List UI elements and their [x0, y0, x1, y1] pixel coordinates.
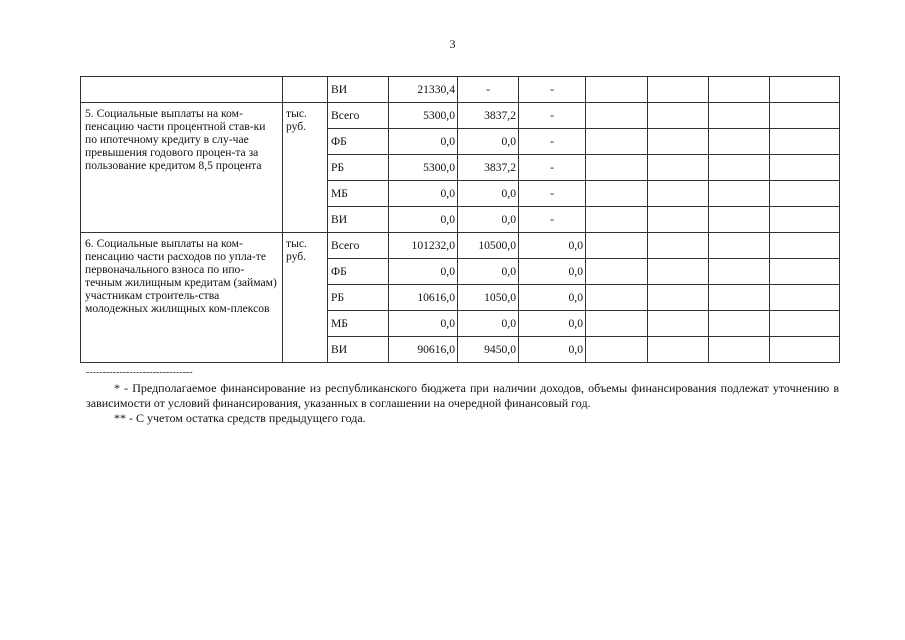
page-number: 3 — [449, 37, 456, 51]
year3-cell: - — [519, 155, 586, 181]
empty-cell — [648, 155, 709, 181]
table-row — [81, 77, 840, 103]
total-cell: 0,0 — [389, 259, 458, 285]
source-cell: ВИ — [328, 207, 389, 233]
empty-cell — [586, 207, 648, 233]
empty-cell — [648, 233, 709, 259]
unit-cell — [283, 77, 328, 103]
description-cell — [81, 77, 283, 103]
source-cell: РБ — [328, 155, 389, 181]
empty-cell — [648, 181, 709, 207]
footnote-2: ** - С учетом остатка средств предыдущего года. — [114, 411, 366, 425]
empty-cell — [586, 155, 648, 181]
empty-cell — [586, 285, 648, 311]
year2-cell: - — [458, 77, 519, 103]
year2-cell: 0,0 — [458, 129, 519, 155]
year2-cell: 1050,0 — [458, 285, 519, 311]
unit-label: тыс. руб. — [283, 233, 328, 363]
empty-cell — [770, 207, 840, 233]
year3-cell: - — [519, 181, 586, 207]
empty-cell — [770, 285, 840, 311]
empty-cell — [586, 259, 648, 285]
year2-cell: 0,0 — [458, 259, 519, 285]
source-cell: Всего — [328, 233, 389, 259]
item-description: 6. Социальные выплаты на ком-пенсацию части расходов по упла-те первоначального взноса по ипо-течным жилищным кредитам (займам) участникам строитель-ства молодежных жилищных ком-плексов — [81, 233, 283, 363]
financing-table — [80, 76, 840, 363]
total-cell: 101232,0 — [389, 233, 458, 259]
year2-cell: 0,0 — [458, 181, 519, 207]
empty-cell — [770, 311, 840, 337]
year2-cell: 0,0 — [458, 207, 519, 233]
year2-cell: 3837,2 — [458, 103, 519, 129]
total-cell: 5300,0 — [389, 155, 458, 181]
empty-cell — [770, 337, 840, 363]
item-description: 5. Социальные выплаты на ком-пенсацию части процентной став-ки по ипотечному кредиту в слу-чае превышения годового процен-та за пользование кредитом 8,5 процента — [81, 103, 283, 233]
footnote-separator: -------------------------------- — [86, 367, 193, 378]
unit-label: тыс. руб. — [283, 103, 328, 233]
empty-cell — [648, 77, 709, 103]
empty-cell — [648, 129, 709, 155]
empty-cell — [586, 77, 648, 103]
year3-cell: 0,0 — [519, 233, 586, 259]
empty-cell — [648, 103, 709, 129]
year3-cell: 0,0 — [519, 311, 586, 337]
empty-cell — [770, 129, 840, 155]
year2-cell: 10500,0 — [458, 233, 519, 259]
empty-cell — [770, 181, 840, 207]
empty-cell — [709, 129, 770, 155]
total-cell: 10616,0 — [389, 285, 458, 311]
empty-cell — [648, 207, 709, 233]
total-cell: 0,0 — [389, 311, 458, 337]
empty-cell — [586, 129, 648, 155]
empty-cell — [709, 233, 770, 259]
total-cell: 0,0 — [389, 207, 458, 233]
year3-cell: 0,0 — [519, 337, 586, 363]
empty-cell — [770, 155, 840, 181]
year3-cell: 0,0 — [519, 259, 586, 285]
total-cell: 5300,0 — [389, 103, 458, 129]
empty-cell — [770, 233, 840, 259]
empty-cell — [648, 285, 709, 311]
empty-cell — [586, 233, 648, 259]
total-cell: 0,0 — [389, 181, 458, 207]
source-cell: МБ — [328, 181, 389, 207]
empty-cell — [648, 259, 709, 285]
source-cell: ВИ — [328, 77, 389, 103]
empty-cell — [770, 259, 840, 285]
empty-cell — [709, 337, 770, 363]
year3-cell: - — [519, 77, 586, 103]
empty-cell — [709, 259, 770, 285]
empty-cell — [648, 337, 709, 363]
source-cell: ФБ — [328, 129, 389, 155]
source-cell: ВИ — [328, 337, 389, 363]
year3-cell: - — [519, 103, 586, 129]
empty-cell — [586, 103, 648, 129]
empty-cell — [586, 181, 648, 207]
empty-cell — [709, 207, 770, 233]
table-row — [81, 233, 840, 259]
empty-cell — [586, 311, 648, 337]
empty-cell — [709, 155, 770, 181]
source-cell: ФБ — [328, 259, 389, 285]
source-cell: РБ — [328, 285, 389, 311]
empty-cell — [709, 285, 770, 311]
footnote-1: * - Предполагаемое финансирование из республиканского бюджета при наличии доходов, объемы финансирования подлежат уточнению в зависимости от условий финансирования, указанных в соглашении на очередной финансовый год. — [86, 381, 839, 410]
total-cell: 90616,0 — [389, 337, 458, 363]
year2-cell: 3837,2 — [458, 155, 519, 181]
source-cell: МБ — [328, 311, 389, 337]
empty-cell — [586, 337, 648, 363]
empty-cell — [709, 77, 770, 103]
total-cell: 21330,4 — [389, 77, 458, 103]
year3-cell: - — [519, 129, 586, 155]
empty-cell — [770, 77, 840, 103]
total-cell: 0,0 — [389, 129, 458, 155]
year2-cell: 9450,0 — [458, 337, 519, 363]
year3-cell: 0,0 — [519, 285, 586, 311]
footnotes — [86, 367, 839, 426]
year2-cell: 0,0 — [458, 311, 519, 337]
empty-cell — [709, 311, 770, 337]
empty-cell — [770, 103, 840, 129]
table-row — [81, 103, 840, 129]
source-cell: Всего — [328, 103, 389, 129]
year3-cell: - — [519, 207, 586, 233]
empty-cell — [709, 103, 770, 129]
empty-cell — [709, 181, 770, 207]
empty-cell — [648, 311, 709, 337]
